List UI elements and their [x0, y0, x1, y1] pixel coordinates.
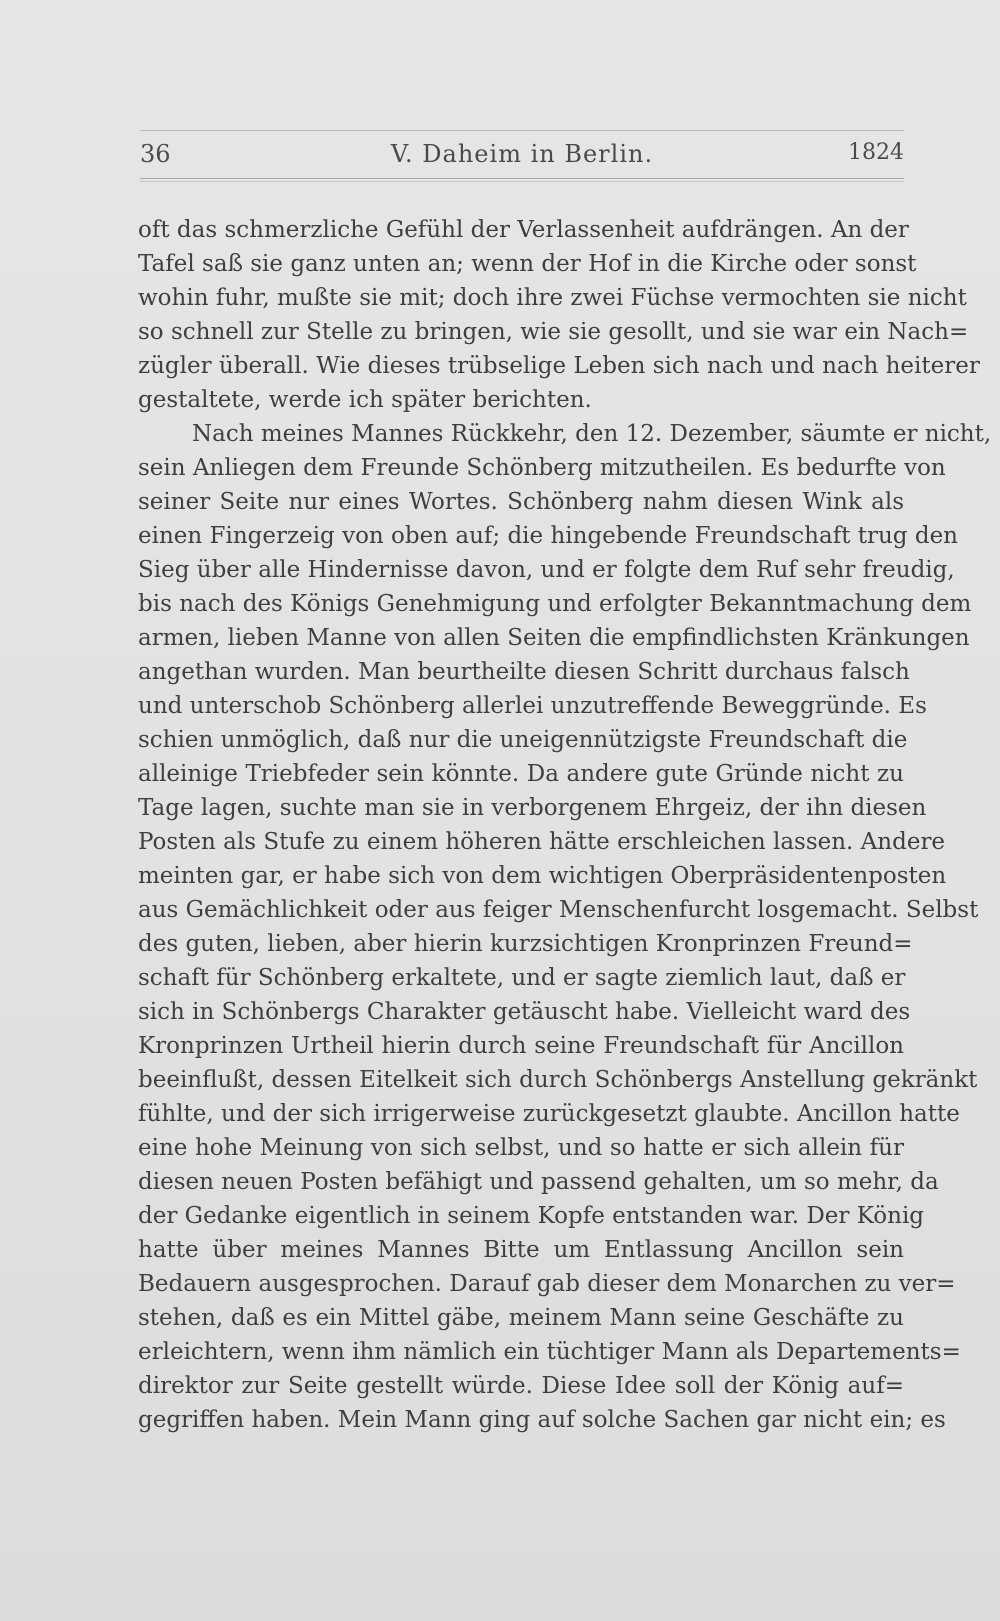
text-line: beeinflußt, dessen Eitelkeit sich durch Schönbergs Anstellung gekränkt	[138, 1067, 978, 1093]
text-line: schien unmöglich, daß nur die uneigennützigste Freundschaft die	[138, 727, 908, 753]
text-line: angethan wurden. Man beurtheilte diesen Schritt durchaus falsch	[138, 659, 910, 685]
text-line: erleichtern, wenn ihm nämlich ein tüchtiger Mann als Departements=	[138, 1339, 961, 1365]
text-line: und unterschob Schönberg allerlei unzutreffende Beweggründe. Es	[138, 693, 927, 719]
text-line: schaft für Schönberg erkaltete, und er sagte ziemlich laut, daß er	[138, 965, 906, 991]
text-line: Tafel saß sie ganz unten an; wenn der Hof in die Kirche oder sonst	[138, 251, 917, 277]
text-line: eine hohe Meinung von sich selbst, und so hatte er sich allein für	[138, 1135, 904, 1161]
header-rule-bottom	[140, 178, 904, 182]
page-number: 36	[140, 140, 171, 168]
text-line: stehen, daß es ein Mittel gäbe, meinem Mann seine Geschäfte zu	[138, 1305, 904, 1331]
chapter-title: V. Daheim in Berlin.	[390, 140, 654, 168]
text-line: gegriffen haben. Mein Mann ging auf solche Sachen gar nicht ein; es	[138, 1407, 946, 1433]
text-line: Sieg über alle Hindernisse davon, und er folgte dem Ruf sehr freudig,	[138, 557, 955, 583]
text-line: der Gedanke eigentlich in seinem Kopfe entstanden war. Der König	[138, 1203, 925, 1229]
header-rule-top	[140, 130, 904, 131]
text-line: meinten gar, er habe sich von dem wichtigen Oberpräsidentenposten	[138, 863, 947, 889]
text-line: fühlte, und der sich irrigerweise zurückgesetzt glaubte. Ancillon hatte	[138, 1101, 960, 1127]
text-line: hatte über meines Mannes Bitte um Entlassung Ancillon sein	[138, 1237, 904, 1263]
text-line: Posten als Stufe zu einem höheren hätte erschleichen lassen. Andere	[138, 829, 946, 855]
text-line: Nach meines Mannes Rückkehr, den 12. Dezember, säumte er nicht,	[192, 421, 992, 447]
text-line: armen, lieben Manne von allen Seiten die empfindlichsten Kränkungen	[138, 625, 970, 651]
header-year: 1824	[848, 140, 904, 165]
text-line: zügler überall. Wie dieses trübselige Leben sich nach und nach heiterer	[138, 353, 980, 379]
text-line: diesen neuen Posten befähigt und passend gehalten, um so mehr, da	[138, 1169, 939, 1195]
text-line: bis nach des Königs Genehmigung und erfolgter Bekanntmachung dem	[138, 591, 972, 617]
running-head	[140, 138, 904, 172]
text-line: Tage lagen, suchte man sie in verborgenem Ehrgeiz, der ihn diesen	[138, 795, 927, 821]
text-line: einen Fingerzeig von oben auf; die hingebende Freundschaft trug den	[138, 523, 958, 549]
text-line: des guten, lieben, aber hierin kurzsichtigen Kronprinzen Freund=	[138, 931, 913, 957]
text-line: so schnell zur Stelle zu bringen, wie sie gesollt, und sie war ein Nach=	[138, 319, 969, 345]
text-line: gestaltete, werde ich später berichten.	[138, 387, 592, 413]
text-line: wohin fuhr, mußte sie mit; doch ihre zwei Füchse vermochten sie nicht	[138, 285, 967, 311]
text-line: oft das schmerzliche Gefühl der Verlassenheit aufdrängen. An der	[138, 217, 909, 243]
text-line: seiner Seite nur eines Wortes. Schönberg nahm diesen Wink als	[138, 489, 904, 515]
text-line: Bedauern ausgesprochen. Darauf gab dieser dem Monarchen zu ver=	[138, 1271, 956, 1297]
text-line: aus Gemächlichkeit oder aus feiger Menschenfurcht losgemacht. Selbst	[138, 897, 979, 923]
body-text	[138, 213, 992, 1437]
text-line: sein Anliegen dem Freunde Schönberg mitzutheilen. Es bedurfte von	[138, 455, 946, 481]
text-line: sich in Schönbergs Charakter getäuscht habe. Vielleicht ward des	[138, 999, 911, 1025]
text-line: alleinige Triebfeder sein könnte. Da andere gute Gründe nicht zu	[138, 761, 904, 787]
text-line: direktor zur Seite gestellt würde. Diese Idee soll der König auf=	[138, 1373, 904, 1399]
text-line: Kronprinzen Urtheil hierin durch seine Freundschaft für Ancillon	[138, 1033, 904, 1059]
